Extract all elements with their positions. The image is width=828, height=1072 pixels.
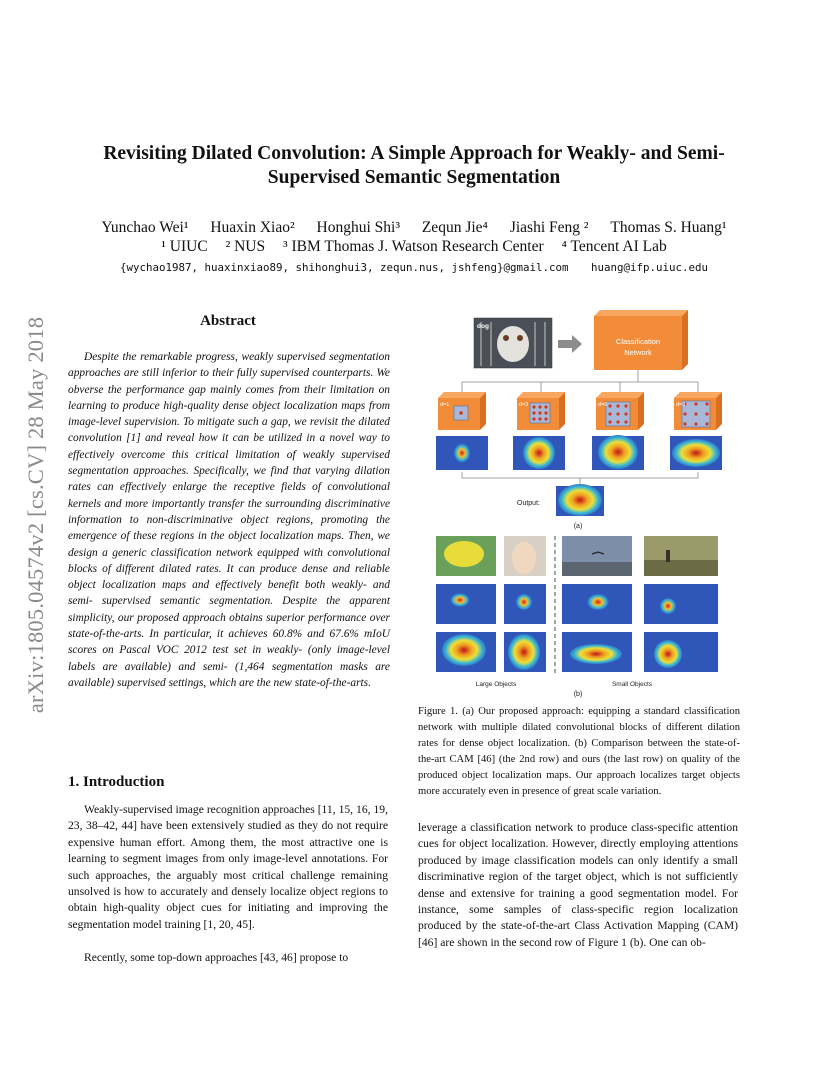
email: {wychao1987, huaxinxiao89, shihonghui3, zequn.nus, jshfeng}@gmail.com: [119, 261, 569, 274]
input-dog-image: [474, 318, 552, 368]
affiliation: ² NUS: [225, 238, 266, 255]
arrow-icon: [558, 335, 582, 353]
author-list: [60, 218, 768, 237]
author: Zequn Jie⁴: [421, 219, 488, 236]
small-objects-label: Small Objects: [611, 681, 653, 688]
affiliation: ¹ UIUC: [161, 238, 208, 255]
output-heatmap: [556, 484, 604, 516]
network-connectors: [462, 370, 698, 486]
dilation-block-3: [517, 392, 565, 430]
dilation-label: d=3: [519, 402, 529, 408]
author: Thomas S. Huang¹: [610, 219, 727, 236]
intro-paragraph-1: Weakly-supervised image recognition approaches [11, 15, 16, 19, 23, 38–42, 44] have been extensively studied as they do not require expensive human effort. Among them, the most attractive one is learning to segment images from only image-level annotations. For such approaches, the arguably most critical challenge remaining unsolved is how to accurately and densely localize object regions to obtain high-quality object cues for initiating and improving the segmentation model training [1, 20, 45].: [68, 803, 388, 931]
affiliation: ³ IBM Thomas J. Watson Research Center: [282, 238, 544, 255]
arxiv-id: arXiv:1805.04574v2 [cs.CV] 28 May 2018: [23, 316, 48, 714]
abstract-text: Despite the remarkable progress, weakly supervised segmentation approaches are still inferior to their fully supervised counterparts. We obverse the performance gap mainly comes from their limitation on learning to produce high-quality dense object localization maps from image-level supervision. To mitigate such a gap, we revisit the dilated convolution [1] and reveal how it can be utilized in a novel way to effectively overcome this critical limitation of weakly supervised segmentation approaches. Specifically, we find that varying dilation rates can effectively enlarge the receptive fields of convolutional kernels and more importantly transfer the surrounding discriminative information to non-discriminative object regions, promoting the emergence of these regions in the object localization maps. Then, we design a generic classification network equipped with convolutional blocks of different dilated rates. It can produce dense and reliable object localization maps and effectively benefit both weakly- and semi- supervised semantic segmentation. Despite the apparent simplicity, our proposed approach obtains superior performance over state-of-the-arts. In particular, it achieves 60.8% and 67.6% mIoU scores on Pascal VOC 2012 test set in weakly- (only image-level labels are available) and semi- (1,464 segmentation masks are available) supervised settings, which are the new state-of-the-arts.: [68, 351, 390, 689]
sample-images-row: [436, 536, 718, 576]
title-line-1: Revisiting Dilated Convolution: A Simple Approach for Weakly- and Semi-: [103, 143, 725, 164]
abstract-heading: Abstract: [200, 313, 256, 329]
email: huang@ifp.uiuc.edu: [591, 261, 709, 274]
figure-caption: Figure 1. (a) Our proposed approach: equipping a standard classification network with multiple dilated convolutional blocks of different dilation rates for dense object localization. (b) Comparison between the state-of-the-art CAM [46] (the 2nd row) and ours (the last row) on quality of the produced object localization maps. Our approach localizes target objects more accurately even in presence of great scale variation.: [418, 706, 740, 797]
large-objects-label: Large Objects: [475, 681, 517, 688]
intro-paragraph-3: leverage a classification network to produce class-specific attention cues for object localization. However, directly employing attentions produced by image classification models can only identify a small discriminative region of the target object, which is not sufficiently dense and extensive for training a good segmentation model. For instance, some samples of class-specific region localization produced by the state-of-the-art Class Activation Mapping (CAM) [46] are shown in the second row of Figure 1 (b). One can ob-: [418, 821, 738, 949]
title-line-2: Supervised Semantic Segmentation: [267, 167, 561, 188]
classification-network-box: [594, 310, 688, 370]
introduction-heading: 1. Introduction: [68, 774, 165, 790]
author: Honghui Shi³: [316, 219, 400, 236]
author: Huaxin Xiao²: [210, 219, 295, 236]
network-label-2: Network: [624, 348, 652, 357]
subfigure-b-label: (b): [573, 691, 583, 698]
author: Yunchao Wei¹: [101, 219, 189, 236]
dilation-label: d=6: [598, 402, 608, 408]
author: Jiashi Feng ²: [509, 219, 589, 236]
subfigure-a-label: (a): [573, 523, 583, 530]
dilation-heatmaps: [436, 435, 722, 470]
cam-heatmaps-row: [436, 584, 718, 624]
arxiv-sidebar: [18, 270, 54, 760]
network-label-1: Classification: [615, 337, 661, 346]
output-label: Output:: [517, 500, 540, 507]
dilation-label: d=9: [676, 402, 686, 408]
email-list: [60, 261, 768, 274]
intro-paragraph-2: Recently, some top-down approaches [43, 46] propose to: [84, 951, 349, 964]
affiliation-list: [60, 237, 768, 256]
dilation-block-9: [674, 392, 722, 430]
dilation-label: d=1: [440, 402, 450, 408]
dog-label: dog: [477, 323, 489, 330]
dilation-block-1: [438, 392, 486, 430]
our-heatmaps-row: [436, 632, 718, 672]
affiliation: ⁴ Tencent AI Lab: [561, 238, 667, 255]
paper-title: [60, 142, 768, 190]
dilation-block-6: [596, 392, 644, 430]
figure-1: [420, 300, 740, 700]
